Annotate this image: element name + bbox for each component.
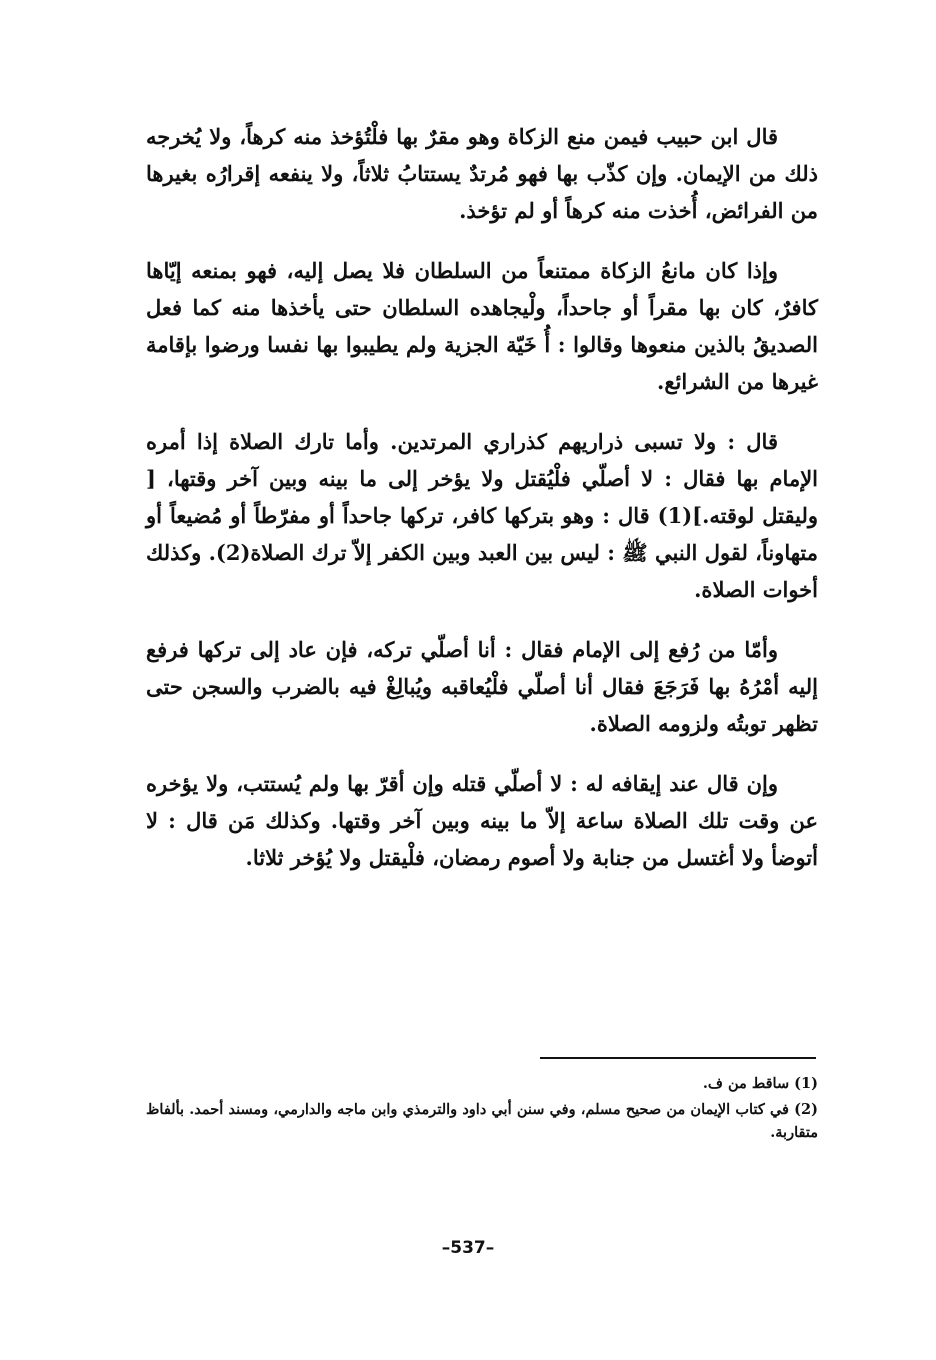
paragraph-prayer-punishment: وأمّا من رُفع إلى الإمام فقال : أنا أصلّي تركه، فإن عاد إلى تركها فرفع إليه أمْرُهُ بها فَرَجَعَ فقال أنا أصلّي فلْيُعاقبه ويُبالِغْ فيه بالضرب والسجن حتى تظهر توبتُه ولزومه الصلاة. [146, 637, 818, 736]
paragraph-prayer-refusal-at-arrest: وإن قال عند إيقافه له : لا أصلّي قتله وإن أقرّ بها ولم يُستتب، ولا يؤخره عن وقت تلك الصلاة ساعة إلاّ ما بينه وبين آخر وقتها. وكذلك مَن قال : لا أتوضأ ولا أغتسل من جنابة ولا أصوم رمضان، فلْيقتل ولا يُؤخر ثلاثا. [146, 771, 818, 870]
footnote-2: (2) في كتاب الإيمان من صحيح مسلم، وفي سنن أبي داود والترمذي وابن ماجه والدارمي، ومسند أحمد. بألفاظ متقاربة. [146, 1101, 818, 1141]
footnote-1: (1) ساقط من ف. [702, 1075, 818, 1092]
paragraph-prayer-abandonment: قال : ولا تسبى ذراريهم كذراري المرتدين. وأما تارك الصلاة إذا أمره الإمام بها فقال : لا أصلّي فلْيُقتل ولا يؤخر إلى ما بينه وبين آخر وقتها، [ وليقتل لوقته.](1) قال : وهو بتركها كافر، تركها جاحداً أو مفرّطاً أو مُضيعاً أو متهاوناً، لقول النبي ﷺ : ليس بين العبد وبين الكفر إلاّ ترك الصلاة(2). وكذلك أخوات الصلاة. [146, 429, 819, 602]
page-number: –537– [441, 1238, 495, 1258]
paragraph-zakat-refusal: قال ابن حبيب فيمن منع الزكاة وهو مقرٌ بها فلْتُؤخذ منه كرهاً، ولا يُخرجه ذلك من الإيمان. وإن كذّب بها فهو مُرتدٌ يستتابُ ثلاثاً، ولا ينفعه إقرارُه بغيرها من الفرائض، أُخذت منه كرهاً أو لم تؤخذ. [146, 124, 818, 223]
footnote-divider [540, 1057, 816, 1059]
footnotes [146, 1072, 818, 1147]
paragraph-zakat-resisting-ruler: وإذا كان مانعُ الزكاة ممتنعاً من السلطان فلا يصل إليه، فهو بمنعه إيّاها كافرٌ، كان بها مقراً أو جاحداً، ولْيجاهده السلطان حتى يأخذها منه كما فعل الصديقُ بالذين منعوها وقالوا : أُ خَيّة الجزية ولم يطيبوا بها نفسا ورضوا بإقامة غيرها من الشرائع. [146, 258, 818, 394]
main-text [146, 118, 818, 899]
